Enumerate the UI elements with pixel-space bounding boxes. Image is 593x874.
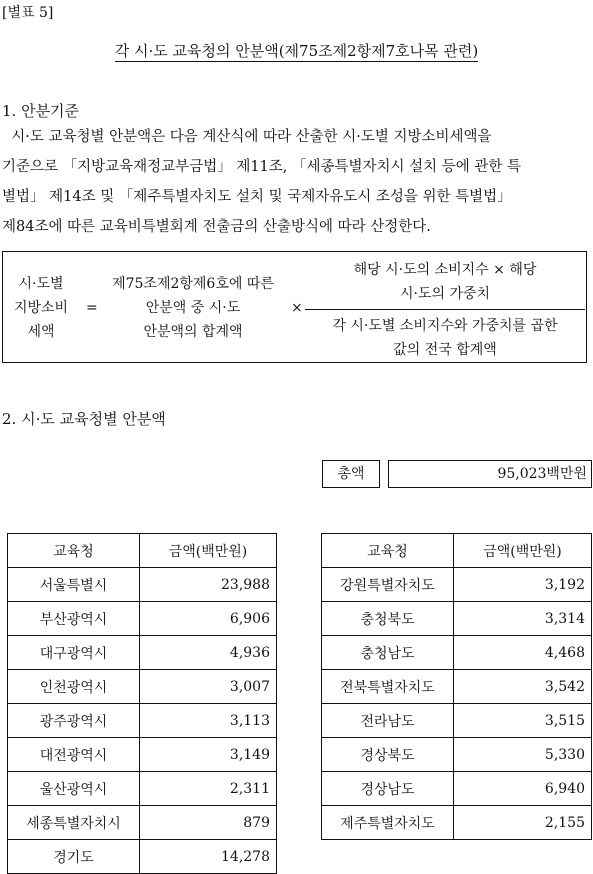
office-name-cell: 서울특별시 [8,568,140,602]
amount-cell: 3,542 [454,670,592,704]
formula-denominator [303,314,587,362]
office-name-cell: 부산광역시 [8,602,140,636]
formula-lhs-line: 세액 [27,324,55,340]
table-row [8,772,277,806]
formula-lhs [11,272,71,344]
formula-box [2,251,587,363]
table-row [322,738,592,772]
office-name-cell: 세종특별자치시 [8,806,140,840]
table-row [322,772,592,806]
table-row [322,602,592,636]
right-table-body [322,568,592,840]
amount-cell: 3,007 [140,670,277,704]
amount-cell: 879 [140,806,277,840]
amount-cell: 3,113 [140,704,277,738]
formula-denominator-line: 값의 전국 합계액 [393,342,497,358]
table-row [8,636,277,670]
amount-cell: 3,192 [454,568,592,602]
paragraph-line: 기준으로 「지방교육재정교부금법」 제11조, 「세종특별자치시 설치 등에 관한 특 [2,159,522,175]
formula-equals: = [86,300,98,316]
office-name-cell: 전북특별자치도 [322,670,454,704]
document-title [0,40,593,61]
amount-cell: 3,314 [454,602,592,636]
amount-cell: 6,940 [454,772,592,806]
amount-cell: 2,311 [140,772,277,806]
formula-numerator-line: 해당 시·도의 소비지수 × 해당 [353,262,537,278]
amount-cell: 14,278 [140,840,277,874]
paragraph-line: 시·도 교육청별 안분액은 다음 계산식에 따라 산출한 시·도별 지방소비세액을 [2,129,492,145]
office-name-cell: 강원특별자치도 [322,568,454,602]
table-row [322,670,592,704]
table-row [8,704,277,738]
amount-cell: 3,149 [140,738,277,772]
amount-cell: 6,906 [140,602,277,636]
office-name-cell: 충청북도 [322,602,454,636]
table-row [322,806,592,840]
table-row [8,568,277,602]
table-row [322,568,592,602]
office-name-cell: 제주특별자치도 [322,806,454,840]
table-row [8,670,277,704]
formula-times: × [291,300,303,316]
document-title-text: 각 시·도 교육청의 안분액(제75조제2항제7호나목 관련) [114,42,479,60]
table-header-row [8,534,277,568]
table-header-row [322,534,592,568]
formula-numerator [303,258,587,306]
formula-lhs-line: 지방소비 [13,300,69,316]
formula-numerator-line: 시·도의 가중치 [399,286,491,302]
office-name-cell: 전라남도 [322,704,454,738]
header-amount: 금액(백만원) [140,534,277,568]
office-name-cell: 대전광역시 [8,738,140,772]
office-name-cell: 충청남도 [322,636,454,670]
formula-denominator-line: 각 시·도별 소비지수와 가중치를 곱한 [332,318,558,334]
table-row [8,840,277,874]
amount-cell: 3,515 [454,704,592,738]
header-office: 교육청 [322,534,454,568]
amount-cell: 5,330 [454,738,592,772]
paragraph-line: 제84조에 따른 교육비특별회계 전출금의 산출방식에 따라 산정한다. [2,219,431,235]
amount-cell: 4,468 [454,636,592,670]
annex-label: [별표 5] [2,5,54,21]
section2-heading: 2. 시·도 교육청별 안분액 [2,410,166,428]
header-amount: 금액(백만원) [454,534,592,568]
section1-paragraph [2,122,588,242]
office-name-cell: 광주광역시 [8,704,140,738]
total-label: 총액 [322,460,380,488]
fraction-bar [305,309,585,310]
total-value: 95,023백만원 [388,460,592,488]
table-row [8,738,277,772]
office-name-cell: 경상남도 [322,772,454,806]
table-row [8,806,277,840]
formula-term-line: 제75조제2항제6호에 따른 [112,276,274,292]
formula-term [103,272,283,344]
amount-cell: 23,988 [140,568,277,602]
amount-cell: 2,155 [454,806,592,840]
table-row [322,704,592,738]
paragraph-line: 별법」 제14조 및 「제주특별자치도 설치 및 국제자유도시 조성을 위한 특별법」 [2,189,512,205]
office-name-cell: 경기도 [8,840,140,874]
office-name-cell: 대구광역시 [8,636,140,670]
right-allocation-table [321,533,592,840]
left-allocation-table [7,533,277,874]
formula-term-line: 안분액 중 시·도 [145,300,241,316]
formula-lhs-line: 시·도별 [18,276,64,292]
office-name-cell: 인천광역시 [8,670,140,704]
office-name-cell: 경상북도 [322,738,454,772]
table-row [322,636,592,670]
office-name-cell: 울산광역시 [8,772,140,806]
left-table-body [8,568,277,874]
header-office: 교육청 [8,534,140,568]
formula-term-line: 안분액의 합계액 [143,324,243,340]
amount-cell: 4,936 [140,636,277,670]
table-row [8,602,277,636]
section1-heading: 1. 안분기준 [2,102,80,120]
